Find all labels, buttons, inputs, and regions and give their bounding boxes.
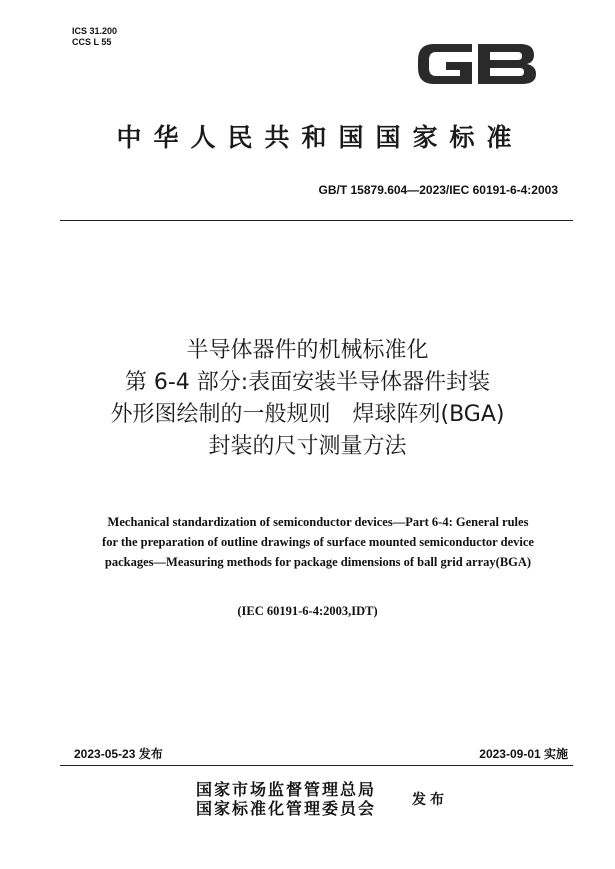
chinese-title-line-3: 外形图绘制的一般规则 焊球阵列(BGA): [110, 402, 505, 427]
chinese-title-line-4: 封装的尺寸测量方法: [208, 434, 407, 459]
ics-code: ICS 31.200: [72, 26, 118, 36]
chinese-title-line-1: 半导体器件的机械标准化: [186, 338, 429, 363]
chinese-title: [40, 335, 575, 463]
logo-text: GB: [414, 36, 416, 37]
top-divider: [60, 220, 573, 221]
ccs-code: CCS L 55: [72, 37, 112, 47]
classification-codes: [72, 26, 117, 48]
issuer-samr: 国家市场监督管理总局: [196, 780, 377, 799]
english-title-line-2: for the preparation of outline drawings of surface mounted semiconductor device: [102, 535, 534, 549]
chinese-title-line-2: 第 6-4 部分:表面安装半导体器件封装: [124, 370, 491, 395]
bottom-divider: [60, 765, 573, 766]
issuing-organizations: [196, 780, 376, 818]
issue-date: 2023-05-23 发布: [74, 747, 163, 761]
standard-number: GB/T 15879.604—2023/IEC 60191-6-4:2003: [318, 183, 558, 197]
english-title-line-3: packages—Measuring methods for package dimensions of ball grid array(BGA): [104, 555, 532, 569]
english-title: [58, 512, 578, 572]
implementation-date: 2023-09-01 实施: [479, 747, 568, 761]
issue-label: 发布: [412, 792, 448, 808]
equivalence-statement: (IEC 60191-6-4:2003,IDT): [237, 604, 378, 618]
gb-logo: [414, 36, 540, 92]
issuer-sac: 国家标准化管理委员会: [196, 799, 377, 818]
nation-title: 中华人民共和国国家标准: [116, 123, 524, 152]
english-title-line-1: Mechanical standardization of semiconductor devices—Part 6-4: General rules: [107, 515, 529, 529]
